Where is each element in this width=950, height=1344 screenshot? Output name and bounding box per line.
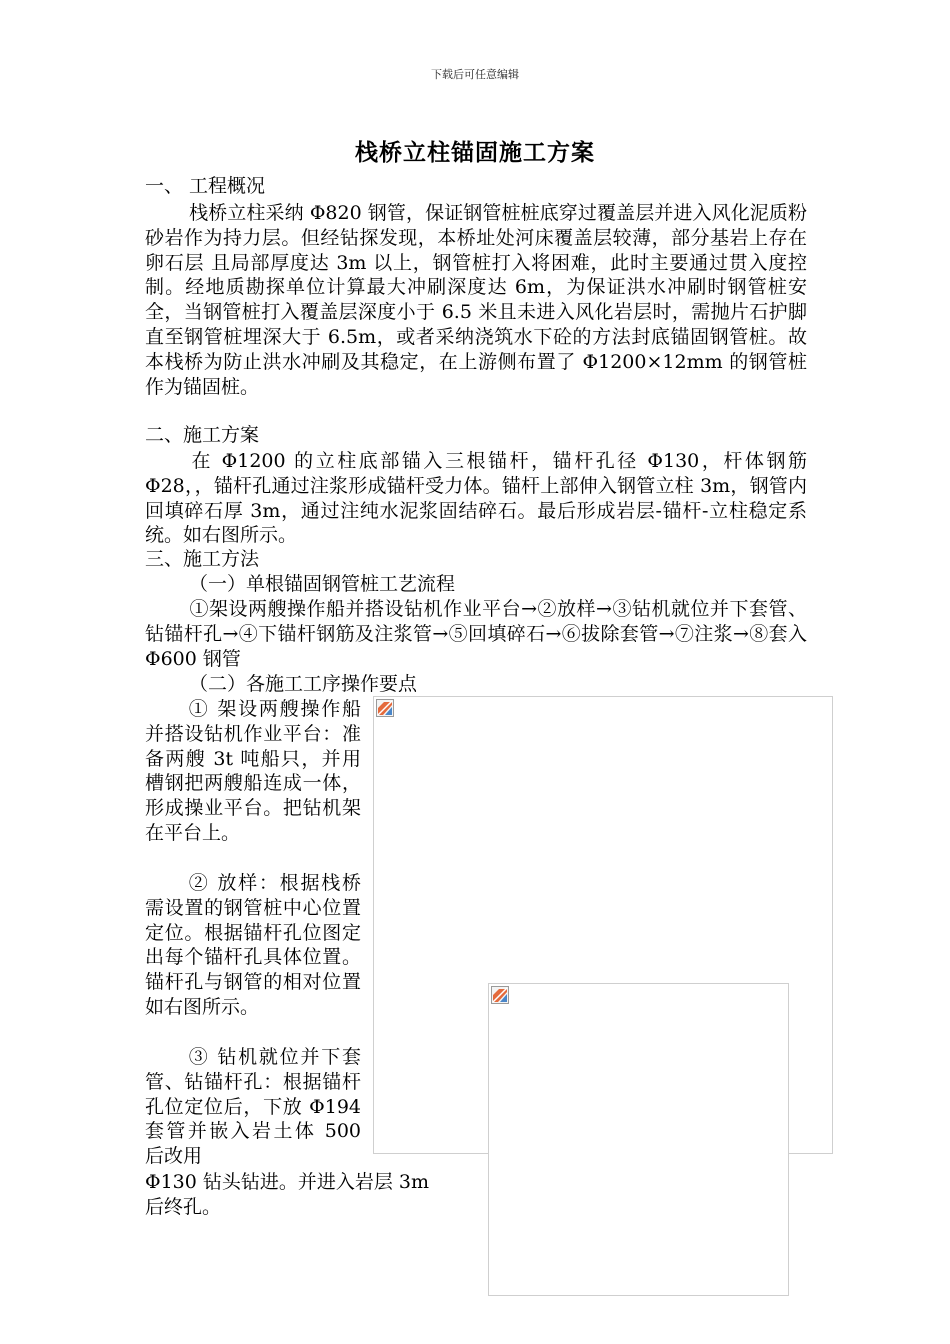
step-3-paragraph: [145, 1045, 361, 1169]
section-1-heading: 一、 工程概况: [145, 175, 266, 197]
section-1-paragraph: [145, 201, 807, 399]
subsection-1-heading: （一）单根锚固钢管桩工艺流程: [189, 573, 456, 595]
subsection-1-paragraph: [145, 597, 807, 671]
section-2-heading: 二、施工方案: [145, 424, 260, 446]
section-2-paragraph: [145, 449, 807, 548]
step-2-paragraph: [145, 871, 361, 1020]
step-2-text: ② 放样：根据栈桥需设置的钢管桩中心位置定位。根据锚杆孔位图定出每个锚杆孔具体位置。锚杆孔与钢管的相对位置如右图所示。: [145, 872, 361, 1018]
page-title: 栈桥立柱锚固施工方案: [355, 139, 595, 166]
section-1-text: 栈桥立柱采纳 Φ820 钢管，保证钢管桩桩底穿过覆盖层并进入风化泥质粉砂岩作为持力层。但经钻探发现，本桥址处河床覆盖层较薄，部分基岩上存在卵石层 且局部厚度达 3m 以上，钢管桩打入将困难，此时主要通过贯入度控制。经地质勘探单位计算最大冲刷深度达 6m，为保证洪水冲刷时钢管桩安全，当钢管桩打入覆盖层深度小于 6.5 米且未进入风化岩层时，需抛片石护脚直至钢管桩埋深大于 6.5m，或者采纳浇筑水下砼的方法封底锚固钢管桩。故本栈桥为防止洪水冲刷及其稳定，在上游侧布置了 Φ1200×12mm 的钢管桩作为锚固桩。: [145, 202, 807, 398]
figure-2-frame: [488, 983, 789, 1296]
section-2-text: 在 Φ1200 的立柱底部锚入三根锚杆，锚杆孔径 Φ130，杆体钢筋 Φ28，，锚杆孔通过注浆形成锚杆受力体。锚杆上部伸入钢管立柱 3m，钢管内回填碎石厚 3m，通过注纯水泥浆固结碎石。最后形成岩层-锚杆-立柱稳定系统。如右图所示。: [145, 450, 807, 547]
step-3-continuation: Φ130 钻头钻进。并进入岩层 3m: [145, 1171, 430, 1193]
step-3-end: 后终孔。: [145, 1196, 222, 1218]
step-3-text: ③ 钻机就位并下套管、钻锚杆孔：根据锚杆孔位定位后，下放 Φ194 套管并嵌入岩土体 500 后改用: [145, 1046, 361, 1168]
subsection-2-heading: （二）各施工工序操作要点: [189, 673, 418, 695]
process-flow-text: ①架设两艘操作船并搭设钻机作业平台→②放样→③钻机就位并下套管、钻锚杆孔→④下锚杆钢筋及注浆管→⑤回填碎石→⑥拔除套管→⑦注浆→⑧套入 Φ600 钢管: [145, 598, 807, 670]
step-1-paragraph: [145, 697, 361, 846]
step-1-text: ① 架设两艘操作船并搭设钻机作业平台：准备两艘 3t 吨船只，并用槽钢把两艘船连成一体，形成操业平台。把钻机架在平台上。: [145, 698, 361, 844]
header-note: 下载后可任意编辑: [431, 68, 519, 81]
broken-image-icon: [491, 986, 509, 1004]
broken-image-icon: [376, 699, 394, 717]
section-3-heading: 三、施工方法: [145, 548, 260, 570]
